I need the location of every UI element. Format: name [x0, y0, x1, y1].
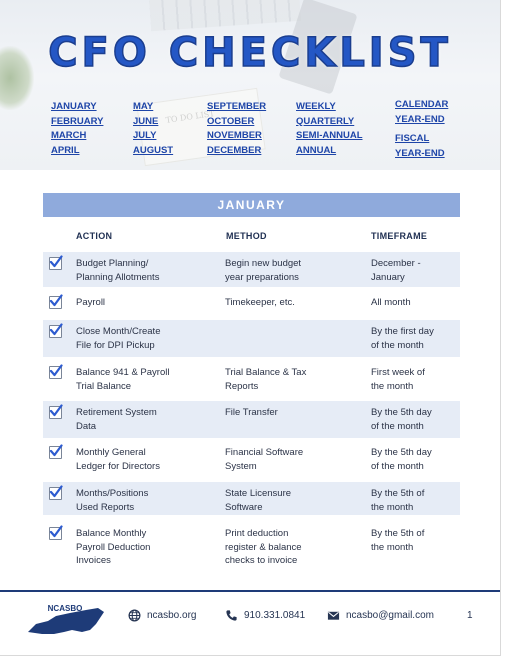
page-title: CFO CHECKLIST [48, 30, 452, 76]
nav-link-september[interactable]: SEPTEMBER [207, 101, 267, 112]
timeframe-cell: All month [371, 297, 411, 308]
timeframe-cell: First week of the month [371, 367, 425, 392]
nav-link-quarterly[interactable]: QUARTERLY [296, 115, 355, 127]
action-cell: Balance Monthly Payroll Deduction Invoices [76, 528, 151, 567]
checkbox-checked-icon [49, 364, 63, 378]
nav-link-calendar-year-end-line2[interactable]: YEAR-END [395, 113, 445, 125]
timeframe-cell: By the 5th of the month [371, 488, 425, 513]
nav-link-february[interactable]: FEBRUARY [51, 115, 104, 127]
section-heading-january: JANUARY [43, 193, 460, 217]
timeframe-cell: December - January [371, 258, 421, 283]
checkbox-checked-icon [49, 294, 63, 308]
table-row [43, 482, 460, 515]
checkbox[interactable] [49, 366, 62, 379]
table-row [43, 522, 460, 572]
table-row [43, 401, 460, 438]
nav-link-annual[interactable]: ANNUAL [296, 144, 337, 156]
checkbox[interactable] [49, 446, 62, 459]
north-carolina-map-icon [26, 600, 106, 640]
method-cell: Financial Software System [225, 447, 304, 472]
method-cell: File Transfer [225, 407, 278, 418]
action-cell: Payroll [76, 297, 106, 308]
nav-link-december[interactable]: DECEMBER [207, 144, 262, 156]
nav-column-4 [296, 100, 363, 158]
page-number: 1 [467, 610, 473, 621]
nav-link-january[interactable]: JANUARY [51, 101, 97, 112]
website-text: ncasbo.org [147, 610, 197, 621]
table-row [43, 441, 460, 478]
nav-column-2 [133, 100, 173, 158]
table-row [43, 291, 460, 317]
checkbox-checked-icon [49, 485, 63, 499]
method-cell: Timekeeper, etc. [225, 297, 295, 308]
checkbox[interactable] [49, 487, 62, 500]
keyboard-image [149, 0, 301, 31]
checkbox-checked-icon [49, 404, 63, 418]
phone-icon [225, 609, 238, 622]
action-cell: Months/Positions Used Reports [76, 488, 149, 513]
action-cell: Balance 941 & Payroll Trial Balance [76, 367, 170, 392]
timeframe-cell: By the 5th of the month [371, 528, 425, 553]
header-banner-image [0, 0, 500, 170]
nav-link-july[interactable]: JULY [133, 130, 157, 141]
checkbox[interactable] [49, 325, 62, 338]
timeframe-cell: By the first day of the month [371, 326, 434, 351]
nav-link-fiscal-year-end-line2[interactable]: YEAR-END [395, 147, 445, 159]
nav-link-november[interactable]: NOVEMBER [207, 130, 262, 141]
table-row [43, 361, 460, 398]
footer-website[interactable] [128, 609, 196, 622]
checkbox[interactable] [49, 296, 62, 309]
checkbox-checked-icon [49, 525, 63, 539]
checkbox-checked-icon [49, 444, 63, 458]
nav-link-fiscal-year-end-line1[interactable]: FISCAL [395, 133, 430, 144]
nav-column-3 [207, 100, 266, 158]
footer-email[interactable] [327, 609, 434, 622]
nav-link-calendar-year-end-line1[interactable]: CALENDAR [395, 99, 449, 110]
checkbox-checked-icon [49, 255, 63, 269]
nav-link-weekly[interactable]: WEEKLY [296, 101, 336, 112]
timeframe-cell: By the 5th day of the month [371, 447, 432, 472]
nav-link-may[interactable]: MAY [133, 101, 154, 112]
timeframe-cell: By the 5th day of the month [371, 407, 432, 432]
nav-link-semi-annual[interactable]: SEMI-ANNUAL [296, 130, 363, 141]
notepad-text: TO DO LIST [165, 109, 216, 125]
email-text: ncasbo@gmail.com [346, 610, 434, 621]
action-cell: Close Month/Create File for DPI Pickup [76, 326, 161, 351]
action-cell: Budget Planning/ Planning Allotments [76, 258, 160, 283]
nav-link-august[interactable]: AUGUST [133, 144, 174, 156]
column-header-timeframe: TIMEFRAME [371, 231, 428, 241]
method-cell: Begin new budget year preparations [225, 258, 302, 283]
footer-phone[interactable] [225, 609, 305, 622]
method-cell: Print deduction register & balance checks to invoice [225, 528, 302, 567]
globe-icon [128, 609, 141, 622]
footer-divider [0, 590, 500, 592]
nav-column-5 [395, 98, 448, 161]
column-header-action: ACTION [76, 231, 113, 241]
table-row [43, 320, 460, 357]
action-cell: Retirement System Data [76, 407, 157, 432]
table-row [43, 252, 460, 287]
checkbox[interactable] [49, 257, 62, 270]
phone-text: 910.331.0841 [244, 610, 306, 621]
mail-icon [327, 609, 340, 622]
nav-link-april[interactable]: APRIL [51, 144, 80, 156]
nav-link-march[interactable]: MARCH [51, 130, 87, 141]
checkbox[interactable] [49, 527, 62, 540]
checkbox-checked-icon [49, 323, 63, 337]
checkbox[interactable] [49, 406, 62, 419]
nav-column-1 [51, 100, 103, 158]
nav-link-june[interactable]: JUNE [133, 115, 159, 127]
logo-text: NCASBO [47, 604, 83, 613]
action-cell: Monthly General Ledger for Directors [76, 447, 160, 472]
nav-link-october[interactable]: OCTOBER [207, 115, 255, 127]
method-cell: Trial Balance & Tax Reports [225, 367, 307, 392]
column-header-method: METHOD [226, 231, 267, 241]
method-cell: State Licensure Software [225, 488, 292, 513]
